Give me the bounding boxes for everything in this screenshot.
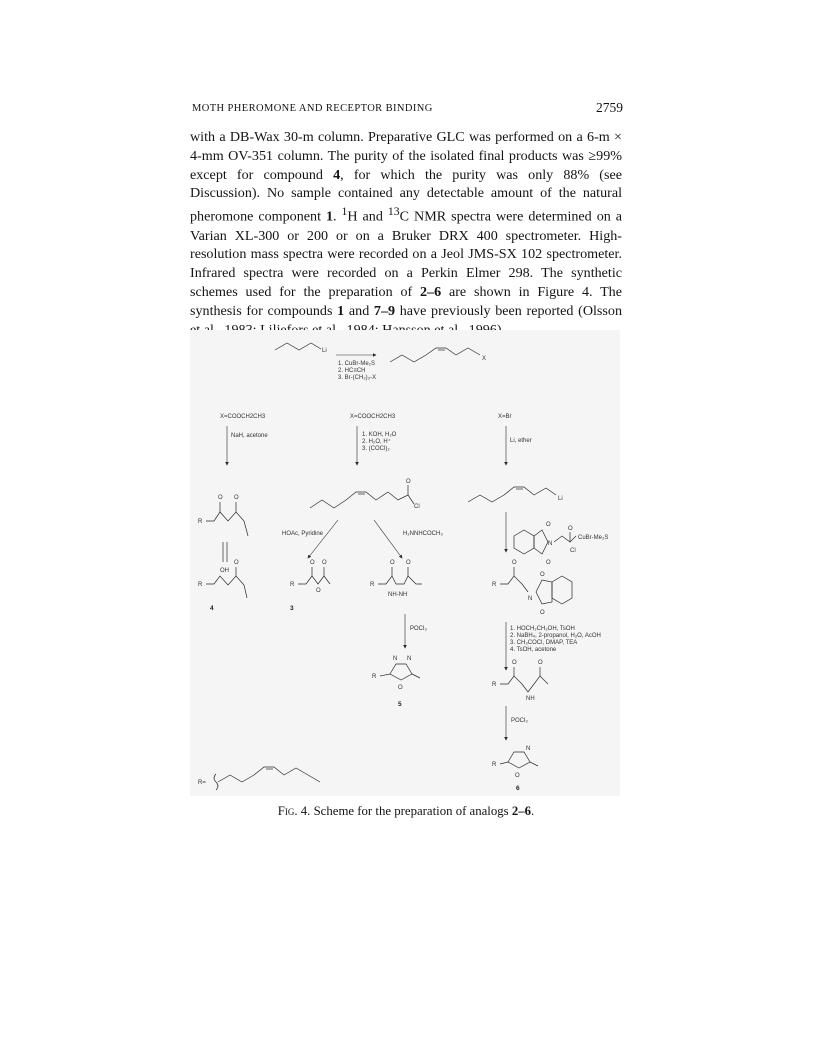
left-branch-label: X=COOCH2CH3: [220, 414, 266, 420]
body-paragraph: with a DB-Wax 30-m column. Preparative GLC was performed on a 6-m × 4-mm OV-351 column. The purity of the isolated final products was ≥99% except for compound 4, for which the purity was only 88% (see Discussion). No sample contained any detectable amount of the natural pheromone component 1. $^1$H and $^{13}$C NMR spectra were determined on a Varian XL-300 or 200 or on a Bruker DRX 400 spectrometer. High-resolution mass spectra were recorded on a Jeol JMS-SX 102 spectrometer. Infrared spectra were recorded on a Perkin Elmer 298. The synthetic schemes used for the preparation of 2–6 are shown in Figure 4. The synthesis for compounds 1 and 7–9 have previously been reported (Olsson: [190, 129, 623, 319]
diketone-structure: [206, 512, 244, 521]
o-label-dk1: O: [218, 495, 223, 501]
x-label: X: [482, 356, 487, 362]
oxazole-methyl: [530, 762, 538, 766]
o-label-ox: O: [398, 685, 403, 691]
left-reagent: NaH, acetone: [231, 433, 268, 439]
arrow-to-anhydride: [308, 520, 338, 558]
o-label-kp2: O: [540, 572, 545, 578]
oxazole-r-bond: [500, 762, 508, 764]
r-label-anhydride: R: [290, 582, 295, 588]
r-label-diketone: R: [198, 519, 203, 525]
right-step-3: 3. CH₃COCl, DMAP, TEA: [510, 640, 578, 646]
organolithium-chain: [468, 487, 556, 502]
anhydride-structure: [298, 576, 330, 584]
imide-ring-2: [536, 580, 552, 604]
pocl3-right-reagent: POCl₃: [511, 718, 528, 724]
right-step-1: 1. HOCH₂CH₂OH, TsOH: [510, 626, 575, 632]
imide-ring-1: [534, 530, 548, 554]
page-number: 2759: [596, 100, 623, 115]
o-label-an2: O: [322, 560, 327, 566]
o-label-ak1: O: [512, 660, 517, 666]
o-label-kp3: O: [540, 610, 545, 616]
oxazole-ring: [508, 752, 530, 768]
arrow-to-hydrazide: [374, 520, 402, 558]
oxadiazole-r-bond: [380, 674, 390, 676]
o-label-acid: O: [406, 479, 411, 485]
r-label-enol: R: [198, 582, 203, 588]
hydrazide-reagent: H₂NNHCOCH₃: [403, 531, 443, 537]
cl-label: Cl: [414, 504, 420, 510]
compound-5-label: 5: [398, 701, 402, 708]
mid-reagent-1: 1. KOH, H₂O: [362, 432, 397, 438]
reaction-scheme-figure: [190, 330, 620, 796]
oxadiazole-methyl: [412, 674, 420, 678]
n-label-ox2: N: [407, 656, 412, 662]
amidoketone-chain: [500, 676, 548, 692]
o-label-gly: O: [568, 526, 573, 532]
enol-structure: [206, 576, 244, 585]
mid-branch-label: X=COOCH2CH3: [350, 414, 396, 420]
figure-caption: Fig. 4. Scheme for the preparation of analogs 2–6.: [277, 804, 535, 818]
n-label-ph1: N: [548, 541, 553, 547]
diketone-methyl: [244, 521, 248, 536]
r-label-hydrazide: R: [370, 582, 375, 588]
mid-reagent-3: 3. (COCl)₂: [362, 446, 390, 452]
o-label-ph1: O: [546, 522, 551, 528]
glycyl-chain-1: [554, 536, 576, 542]
mid-reagent-2: 2. H₂O, H⁺: [362, 439, 391, 445]
o-label-kp: O: [512, 560, 517, 566]
c-cl-bond: [408, 495, 414, 504]
o-label-hz2: O: [406, 560, 411, 566]
li-label: Li: [322, 348, 327, 354]
benzene-ring-2: [552, 576, 572, 604]
cl-label-right: Cl: [570, 548, 576, 554]
li-label-right: Li: [558, 496, 563, 502]
butyllithium-structure: [275, 343, 321, 350]
product-chain: [390, 348, 480, 362]
top-reagent-2: 2. HC≡CH: [338, 368, 366, 374]
o-label-hz1: O: [390, 560, 395, 566]
ketone-phthalimide-chain: [500, 576, 528, 592]
n-label-ox1: N: [393, 656, 398, 662]
compound-6-label: 6: [516, 785, 520, 792]
pocl3-mid-reagent: POCl₃: [410, 626, 427, 632]
hydrazide-structure: [378, 576, 422, 584]
compound-4-label: 4: [210, 605, 214, 612]
n-label-kp: N: [528, 596, 533, 602]
o-label-an-bridge: O: [316, 588, 321, 594]
cubr-reagent: CuBr-Me₂S: [578, 535, 609, 541]
nh-label: NH: [526, 696, 535, 702]
o-label-enol: O: [234, 560, 239, 566]
right-reagent: Li, ether: [510, 438, 532, 444]
right-branch-label: X=Br: [498, 414, 512, 420]
reaction-scheme: [190, 330, 620, 796]
n-label-oxazole: N: [526, 746, 531, 752]
right-step-2: 2. NaBH₄, 2-propanol, H₂O, AcOH: [510, 633, 601, 639]
benzene-ring-1: [514, 530, 534, 554]
r-label-amidoketone: R: [492, 682, 497, 688]
compound-3-label: 3: [290, 605, 294, 612]
r-definition-label: R=: [198, 780, 206, 786]
acid-chloride-chain: [310, 492, 408, 508]
right-step-4: 4. TsOH, acetone: [510, 647, 557, 653]
oxadiazole-ring: [390, 664, 412, 680]
hoac-reagent: HOAc, Pyridine: [282, 531, 324, 537]
top-reagent-1: 1. CuBr-Me₂S: [338, 361, 376, 367]
o-label-ph2: O: [546, 560, 551, 566]
enol-methyl: [244, 585, 247, 598]
top-reagent-3: 3. Br-(CH₂)₃-X: [338, 375, 377, 381]
oh-label: OH: [220, 568, 229, 574]
running-title: MOTH PHEROMONE AND RECEPTOR BINDING: [192, 103, 433, 114]
o-label-oxazole: O: [515, 773, 520, 779]
nhnh-label: NH-NH: [388, 592, 408, 598]
r-label-ketone: R: [492, 582, 497, 588]
o-label-dk2: O: [234, 495, 239, 501]
wavy-bond: [214, 774, 218, 790]
r-label-oxadiazole: R: [372, 674, 377, 680]
o-label-an1: O: [310, 560, 315, 566]
r-label-oxazole: R: [492, 762, 497, 768]
o-label-ak2: O: [538, 660, 543, 666]
